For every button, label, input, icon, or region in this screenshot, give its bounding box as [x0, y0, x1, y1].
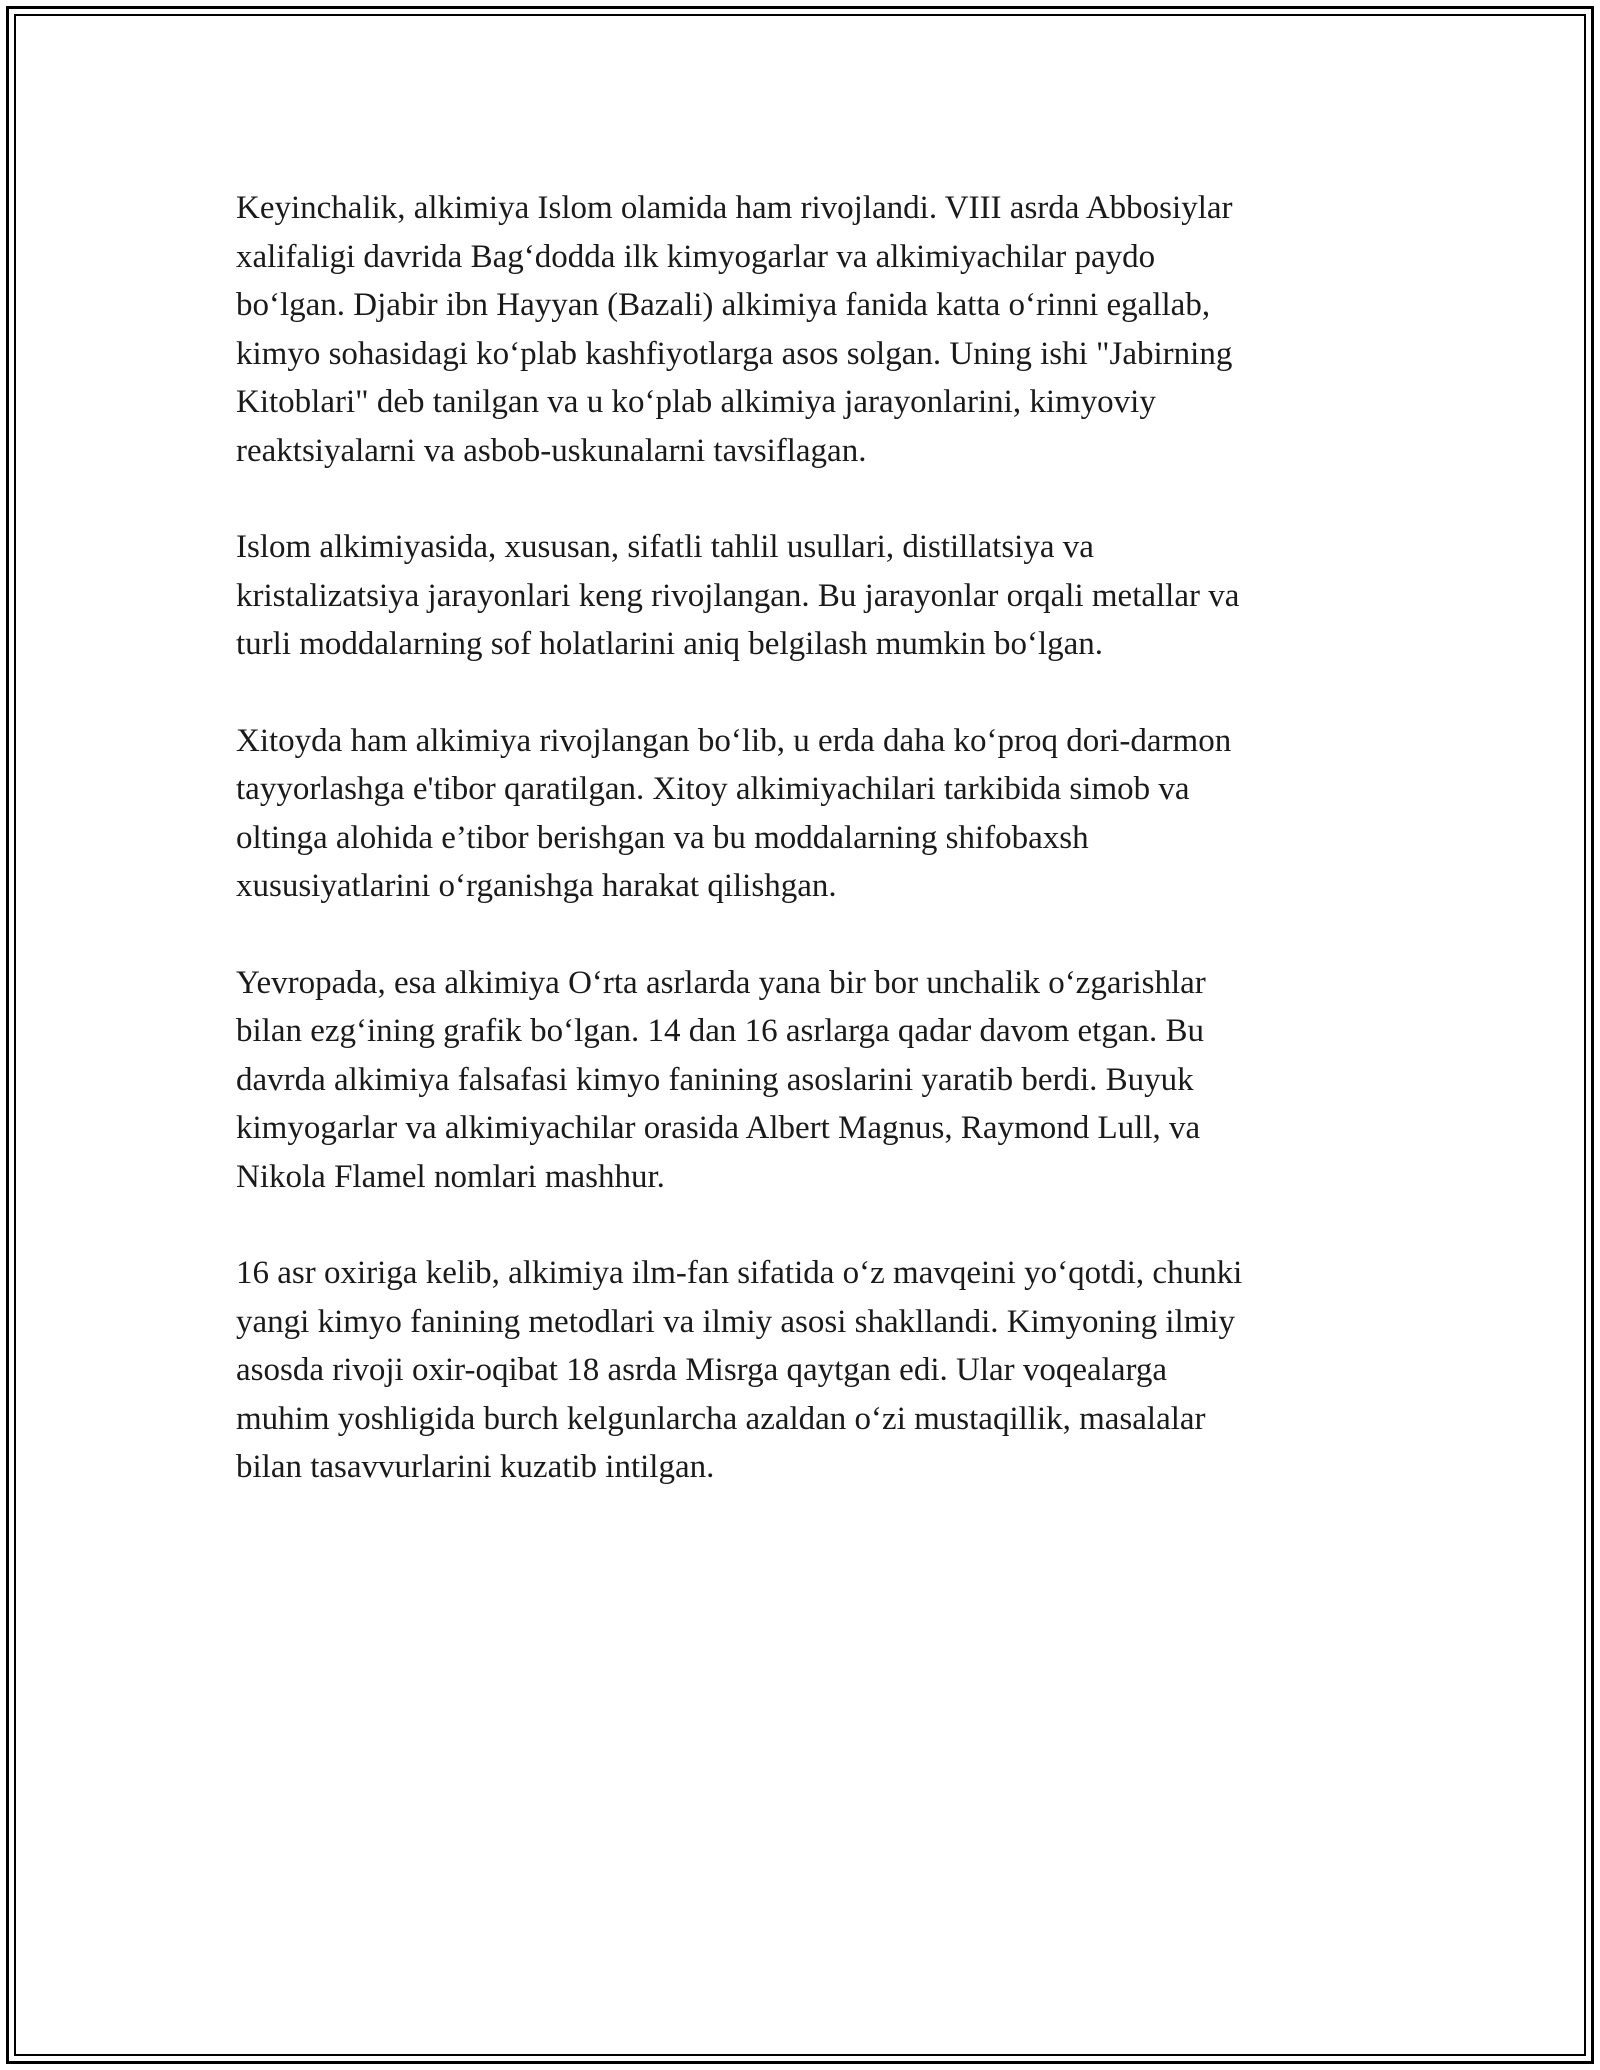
paragraph-islamic-methods: Islom alkimiyasida, xususan, sifatli tahlil usullari, distillatsiya va kristalizatsiya jarayonlari keng rivojlangan. Bu jarayonlar orqali metallar va turli moddalarning sof holatlarini aniq belgilash mumkin bo‘lgan. [236, 529, 1240, 662]
paragraph-islamic-alchemy: Keyinchalik, alkimiya Islom olamida ham rivojlandi. VIII asrda Abbosiylar xalifaligi davrida Bag‘dodda ilk kimyogarlar va alkimiyachilar paydo bo‘lgan. Djabir ibn Hayyan (Bazali) alkimiya fanida katta o‘rinni egallab, kimyo sohasidagi ko‘plab kashfiyotlarga asos solgan. Uning ishi "Jabirning Kitoblari" deb tanilgan va u ko‘plab alkimiya jarayonlarini, kimyoviy reaktsiyalarni va asbob-uskunalarni tavsiflagan. [236, 190, 1233, 469]
paragraph-decline-of-alchemy: 16 asr oxiriga kelib, alkimiya ilm-fan sifatida o‘z mavqeini yo‘qotdi, chunki yangi kimyo fanining metodlari va ilmiy asosi shakllandi. Kimyoning ilmiy asosda rivoji oxir-oqibat 18 asrda Misrga qaytgan edi. Ular voqealarga muhim yoshligida burch kelgunlarcha azaldan o‘zi mustaqillik, masalalar bilan tasavvurlarini kuzatib intilgan. [236, 1255, 1243, 1485]
paragraph-chinese-alchemy: Xitoyda ham alkimiya rivojlangan bo‘lib, u erda daha ko‘proq dori-darmon tayyorlashga e'tibor qaratilgan. Xitoy alkimiyachilari tarkibida simob va oltinga alohida e’tibor berishgan va bu moddalarning shifobaxsh xususiyatlarini o‘rganishga harakat qilishgan. [236, 722, 1232, 904]
paragraph-european-alchemy: Yevropada, esa alkimiya O‘rta asrlarda yana bir bor unchalik o‘zgarishlar bilan ezg‘ining grafik bo‘lgan. 14 dan 16 asrlarga qadar davom etgan. Bu davrda alkimiya falsafasi kimyo fanining asoslarini yaratib berdi. Buyuk kimyogarlar va alkimiyachilar orasida Albert Magnus, Raymond Lull, va Nikola Flamel nomlari mashhur. [236, 964, 1206, 1195]
document-body [236, 184, 1376, 1540]
